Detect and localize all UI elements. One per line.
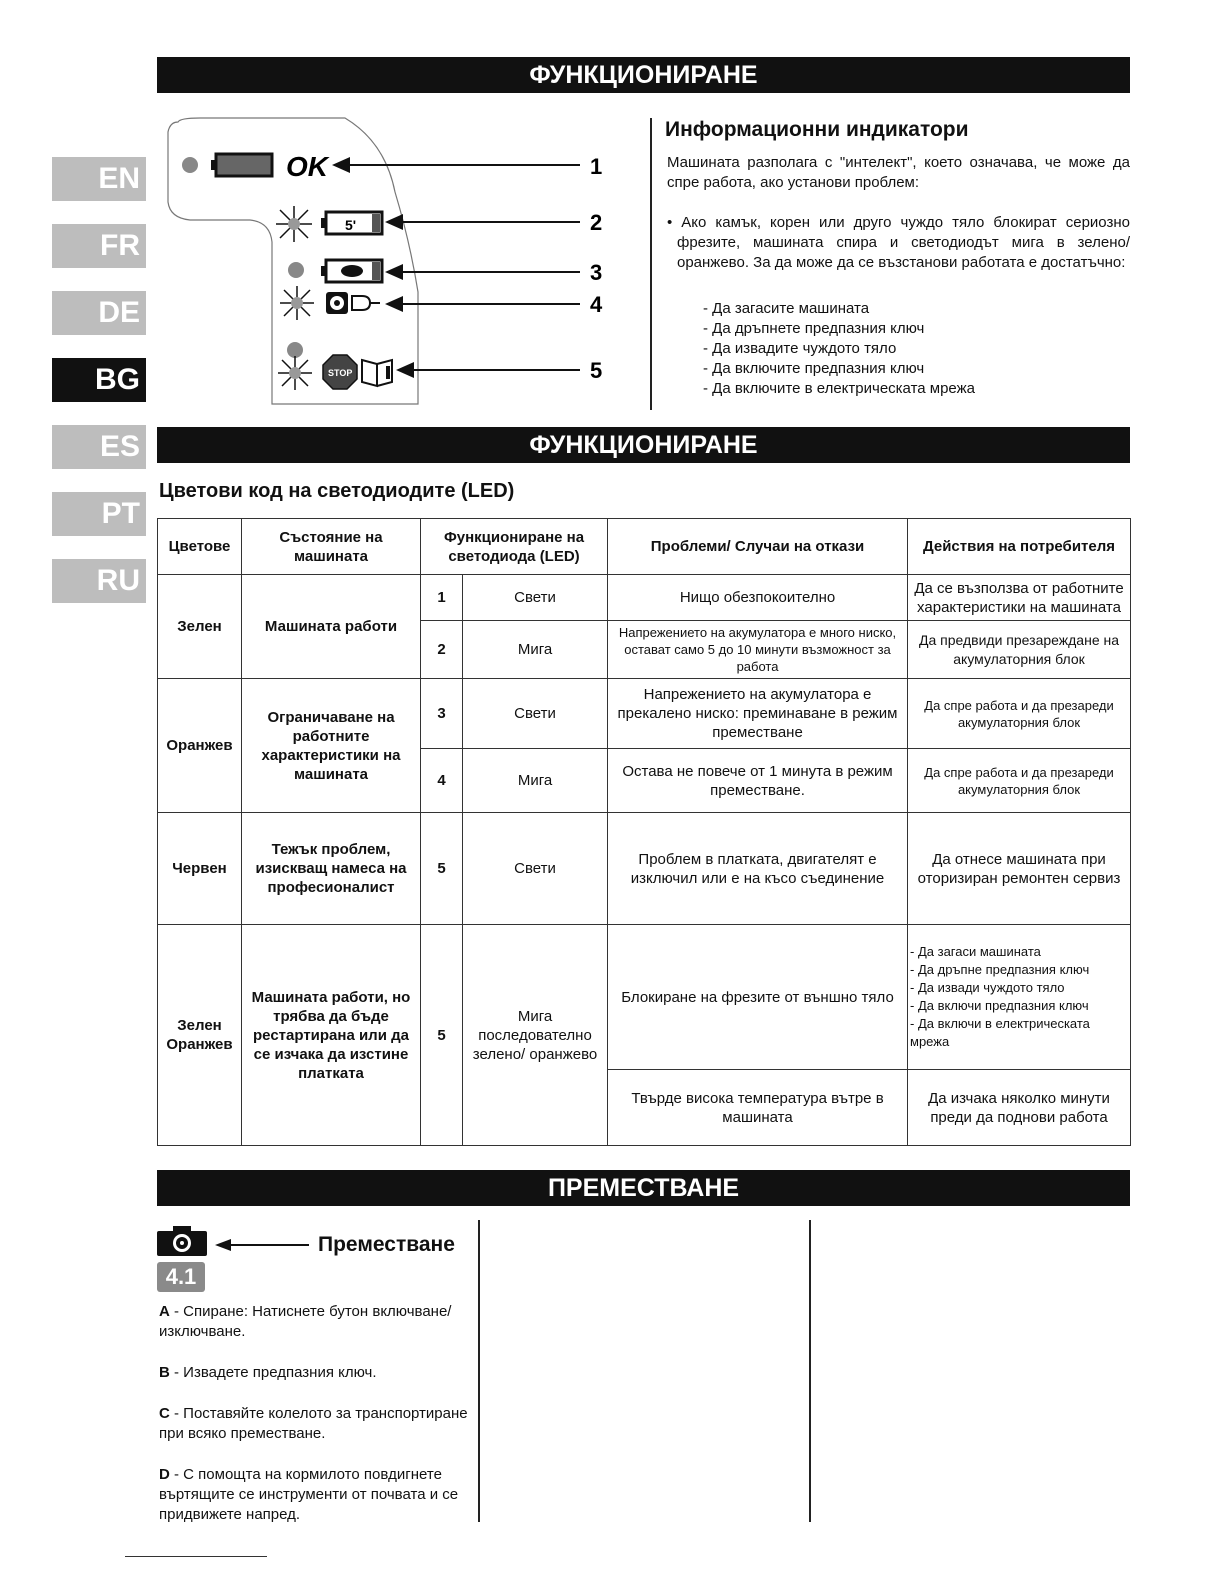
table-row [158, 925, 1131, 1070]
action-cell-list [908, 925, 1131, 1070]
header-colors: Цветове [158, 519, 242, 575]
led-number: 3 [421, 679, 463, 749]
led-color-code-table [157, 518, 1131, 1146]
list-item: - Да загасите машината [703, 300, 870, 317]
callout-3: 3 [590, 260, 603, 285]
table-row [158, 575, 1131, 621]
camera-icon [157, 1225, 209, 1257]
arrow-left-icon [332, 157, 350, 173]
lang-tab-en[interactable]: EN [52, 157, 146, 201]
callout-4: 4 [590, 292, 603, 317]
action-cell: Да предвиди презареждане на акумулаторния блок [908, 621, 1131, 679]
state-cell: Машината работи [242, 575, 421, 679]
step-text: - Спиране: Натиснете бутон включване/изключване. [159, 1303, 452, 1340]
header-problems: Проблеми/ Случаи на откази [608, 519, 908, 575]
state-cell: Машината работи, но трябва да бъде рестартирана или да се изчака да изстине платката [242, 925, 421, 1146]
info-steps-list [703, 299, 1123, 399]
led-number: 5 [421, 925, 463, 1146]
header-user-actions: Действия на потребителя [908, 519, 1131, 575]
problem-cell: Напрежението на акумулатора е прекалено ниско: преминаване в режим преместване [608, 679, 908, 749]
move-step-c [159, 1404, 471, 1444]
move-step-a [159, 1302, 471, 1342]
plug-icon [352, 296, 370, 310]
column-divider [650, 118, 652, 410]
move-step-d [159, 1465, 471, 1525]
led-number: 5 [421, 813, 463, 925]
lang-tab-es[interactable]: ES [52, 425, 146, 469]
state-cell: Ограничаване на работните характеристики на машината [242, 679, 421, 813]
footer-rule [125, 1556, 267, 1557]
step-text: - Извадете предпазния ключ. [169, 1364, 377, 1381]
list-item: - Да загаси машината [910, 944, 1041, 959]
led-dot-icon [287, 342, 303, 358]
arrow-left-icon [215, 1238, 311, 1252]
step-text: - С помощта на кормилото повдигнете въртящите се инструменти от почвата и се придвижете напред. [159, 1466, 459, 1523]
lang-tab-fr[interactable]: FR [52, 224, 146, 268]
problem-cell: Нищо обезпокоително [608, 575, 908, 621]
problem-cell: Проблем в платката, двигателят е изключил или е на късо съединение [608, 813, 908, 925]
led-number: 1 [421, 575, 463, 621]
action-cell: Да се възползва от работните характеристики на машината [908, 575, 1131, 621]
list-item: - Да дръпне предпазния ключ [910, 962, 1090, 977]
problem-cell: Остава не повече от 1 минута в режим преместване. [608, 749, 908, 813]
ok-label: OK [286, 151, 328, 182]
list-item: - Да включи предпазния ключ [910, 998, 1089, 1013]
info-intro: Машината разполага с "интелект", което означава, че може да спре работа, ако установи проблем: [667, 154, 1130, 191]
info-indicators-title: Информационни индикатори [665, 118, 969, 141]
battery-full-icon [216, 154, 272, 176]
indicator-panel-diagram [160, 112, 620, 412]
list-item: - Да дръпнете предпазния ключ [703, 320, 925, 337]
lang-tab-bg[interactable]: BG [52, 358, 146, 402]
step-key: C [159, 1405, 170, 1422]
action-cell: Да отнесе машината при оторизиран ремонтен сервиз [908, 813, 1131, 925]
led-dot-icon [288, 262, 304, 278]
led-mode: Свети [463, 575, 608, 621]
step-key: B [159, 1364, 170, 1381]
callout-5: 5 [590, 358, 603, 383]
table-row [158, 813, 1131, 925]
section-header-moving: ПРЕМЕСТВАНЕ [157, 1170, 1130, 1206]
turtle-icon [341, 265, 363, 277]
step-key: D [159, 1466, 170, 1483]
step-text: - Поставяйте колелото за транспортиране при всяко преместване. [159, 1405, 468, 1442]
table-row [158, 679, 1131, 749]
color-cell-orange: Оранжев [158, 679, 242, 813]
led-mode: Свети [463, 813, 608, 925]
problem-cell: Твърде висока температура вътре в машината [608, 1070, 908, 1146]
led-mode: Мига [463, 749, 608, 813]
stop-label: STOP [328, 368, 353, 378]
led-number: 2 [421, 621, 463, 679]
step-key: A [159, 1303, 170, 1320]
header-machine-state: Състояние на машината [242, 519, 421, 575]
section-header-functioning: ФУНКЦИОНИРАНЕ [157, 57, 1130, 93]
list-item: - Да включите в електрическата мрежа [703, 380, 975, 397]
problem-cell: Блокиране на фрезите от външно тяло [608, 925, 908, 1070]
color-cell-green-orange: Зелен Оранжев [158, 925, 242, 1146]
led-mode: Мига последователно зелено/ оранжево [463, 925, 608, 1146]
header-led-operation: Функциониране на светодиода (LED) [421, 519, 608, 575]
column-divider [809, 1220, 811, 1522]
led-section-title: Цветови код на светодиодите (LED) [159, 480, 515, 502]
list-item: - Да включите предпазния ключ [703, 360, 925, 377]
lang-tab-ru[interactable]: RU [52, 559, 146, 603]
lang-tab-pt[interactable]: PT [52, 492, 146, 536]
led-number: 4 [421, 749, 463, 813]
move-step-b [159, 1363, 471, 1383]
action-cell: Да спре работа и да презареди акумулаторния блок [908, 749, 1131, 813]
callout-2: 2 [590, 210, 603, 235]
list-item: - Да включи в електрическата мрежа [910, 1016, 1090, 1049]
led-dot-icon [182, 157, 198, 173]
callout-1: 1 [590, 154, 603, 179]
action-cell: Да спре работа и да презареди акумулаторния блок [908, 679, 1131, 749]
info-bullet: • Ако камък, корен или друго чуждо тяло блокират сериозно фрезите, машината спира и светодиодът мига в зелено/оранжево. За да може да се възстанови работата е достатъчно: [667, 214, 1130, 271]
column-divider [478, 1220, 480, 1522]
problem-cell: Напрежението на акумулатора е много ниско, остават само 5 до 10 минути възможност за работа [608, 621, 908, 679]
state-cell: Тежък проблем, изискващ намеса на професионалист [242, 813, 421, 925]
section-header-functioning-2: ФУНКЦИОНИРАНЕ [157, 427, 1130, 463]
led-mode: Свети [463, 679, 608, 749]
figure-badge: 4.1 [157, 1262, 205, 1292]
lang-tab-de[interactable]: DE [52, 291, 146, 335]
led-mode: Мига [463, 621, 608, 679]
color-cell-green: Зелен [158, 575, 242, 679]
action-cell: Да изчака няколко минути преди да поднови работа [908, 1070, 1131, 1146]
color-cell-red: Червен [158, 813, 242, 925]
timer-label: 5' [345, 217, 357, 233]
list-item: - Да извади чуждото тяло [910, 980, 1065, 995]
moving-label: Преместване [318, 1233, 455, 1256]
list-item: - Да извадите чуждото тяло [703, 340, 897, 357]
